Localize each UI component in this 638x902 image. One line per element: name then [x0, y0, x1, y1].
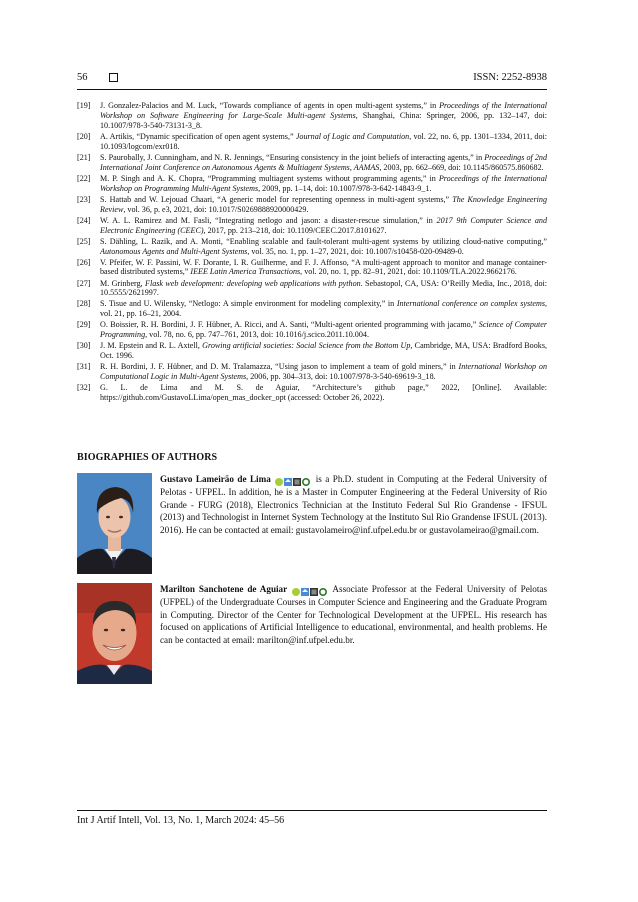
- reference-authors-title: R. H. Bordini, J. F. Hübner, and D. M. Tralamazza, “Using jason to implement a team of gold miners,” in: [100, 362, 459, 372]
- reference-number: [22]: [77, 173, 91, 183]
- reference-details: , 2009, pp. 1–14, doi: 10.1007/978-3-642-14843-9_1.: [258, 183, 432, 193]
- reference-item: [77, 101, 547, 131]
- header-rule: [77, 89, 547, 90]
- page-header: [77, 72, 547, 88]
- reference-details: , vol. 78, no. 6, pp. 747–761, 2013, doi: 10.1016/j.scico.2011.10.004.: [145, 330, 369, 340]
- reference-item: [77, 341, 547, 361]
- reference-text: [100, 279, 547, 298]
- profile-icons-1: [275, 474, 311, 486]
- reference-text: [100, 174, 547, 193]
- profile-icons-2: [292, 584, 328, 596]
- publons-icon[interactable]: [319, 587, 327, 595]
- reference-item: [77, 132, 547, 152]
- reference-item: [77, 258, 547, 278]
- section-heading: BIOGRAPHIES OF AUTHORS: [77, 452, 218, 463]
- reference-venue: Proceedings of the International Workshop on Programming Multi-Agent Systems: [100, 173, 547, 193]
- reference-venue: IEEE Latin America Transactions: [190, 267, 301, 277]
- reference-text: [100, 132, 547, 151]
- reference-text: [100, 195, 547, 214]
- reference-text: [100, 237, 547, 256]
- reference-details: . Sebastopol, CA, USA: O’Reilly Media, Inc., 2018, doi: 10.5555/2621997.: [100, 278, 547, 298]
- reference-authors-title: A. Artikis, “Dynamic specification of open agent systems,”: [100, 131, 296, 141]
- reference-number: [23]: [77, 194, 91, 204]
- reference-venue: Autonomous Agents and Multi-Agent Systems: [100, 246, 248, 256]
- reference-item: [77, 174, 547, 194]
- author-bio-text-2: [160, 583, 547, 646]
- reference-number: [27]: [77, 278, 91, 288]
- reference-number: [32]: [77, 383, 91, 393]
- reference-text: [100, 383, 547, 402]
- author-photo-2: [77, 583, 152, 684]
- publons-icon[interactable]: [302, 477, 310, 485]
- reference-details: , vol. 21, pp. 16–21, 2004.: [100, 299, 547, 319]
- reference-number: [20]: [77, 131, 91, 141]
- reference-item: [77, 383, 547, 403]
- reference-number: [30]: [77, 341, 91, 351]
- reference-venue: International conference on complex systems: [396, 299, 545, 309]
- reference-text: [100, 258, 547, 277]
- orcid-icon[interactable]: [292, 587, 300, 595]
- reference-text: [100, 362, 547, 381]
- reference-text: [100, 299, 547, 318]
- reference-details: , vol. 22, no. 6, pp. 1301–1334, 2011, doi: 10.1093/logcom/exr018.: [100, 131, 547, 151]
- reference-authors-title: S. Hattab and W. Lejouad Chaari, “A generic model for representing openness in multi-agent systems,”: [100, 194, 453, 204]
- reference-text: [100, 101, 547, 130]
- author-photo-1: [77, 473, 152, 574]
- reference-number: [19]: [77, 101, 91, 110]
- reference-details: , vol. 35, no. 1, pp. 1–27, 2021, doi: 10.1007/s10458-020-09489-0.: [247, 246, 464, 256]
- author-name-1: Gustavo Lameirão de Lima: [160, 474, 271, 484]
- reference-number: [28]: [77, 299, 91, 309]
- reference-venue: Science of Computer Programming: [100, 320, 547, 340]
- page-number: 56: [77, 72, 88, 83]
- reference-item: [77, 279, 547, 299]
- reference-number: [29]: [77, 320, 91, 330]
- reference-venue: The Knowledge Engineering Review: [100, 194, 547, 214]
- issn: ISSN: 2252-8938: [473, 72, 547, 83]
- reference-number: [25]: [77, 236, 91, 246]
- reference-text: [100, 341, 547, 360]
- reference-authors-title: G. L. de Lima and M. S. de Aguiar, “Architecture’s github page,” 2022, [Online]. Available: https://github.com/GustavoLLima/open_mas_docker_opt (accessed: October 26, 2022).: [100, 383, 547, 403]
- reference-details: , Cambridge, MA, USA: Bradford Books, Oct. 1996.: [100, 341, 547, 361]
- reference-text: [100, 153, 547, 172]
- page-footer: Int J Artif Intell, Vol. 13, No. 1, March 2024: 45–56: [77, 815, 285, 826]
- google-scholar-icon[interactable]: [301, 587, 309, 595]
- author-name-2: Marilton Sanchotene de Aguiar: [160, 584, 288, 594]
- author-bio-body-1: is a Ph.D. student in Computing at the Federal University of Pelotas - UFPEL. In addition, he is a Master in Computer Engineering at the Federal University of Rio Grande - FURG (2018), Electronics Technician at the Instituto Federal Sul Rio Grandense - IFSUL (2013) and Technologist in Internet System Technology at the Instituto Sul Rio Grandense IFSUL (2013). 2016). He can be contacted at email: gustavolameiro@inf.ufpel.edu.br or gustavolameirao@gmail.com.: [160, 474, 548, 535]
- checkbox-square-icon: [109, 73, 118, 82]
- reference-venue: International Workshop on Computational Logic in Multi-Agent Systems: [100, 362, 547, 382]
- reference-venue: Journal of Logic and Computation: [295, 131, 410, 141]
- reference-item: [77, 237, 547, 257]
- author-bio-text-1: [160, 473, 547, 536]
- reference-venue: Proceedings of 2nd International Joint Conference on Autonomous Agents & Multiagent Systems, AAMAS: [100, 152, 547, 172]
- scopus-icon[interactable]: [310, 587, 318, 595]
- reference-authors-title: W. A. L. Ramirez and M. Fasli, “Integrating netlogo and jason: a disaster-rescue simulation,” in: [100, 215, 437, 225]
- reference-number: [26]: [77, 257, 91, 267]
- reference-authors-title: S. Paurobally, J. Cunningham, and N. R. Jennings, “Ensuring consistency in the joint beliefs of interacting agents,” in: [100, 152, 485, 162]
- reference-item: [77, 362, 547, 382]
- scopus-icon[interactable]: [293, 477, 301, 485]
- reference-list: [77, 101, 547, 404]
- reference-details: , 2006, pp. 304–313, doi: 10.1007/978-3-540-69619-3_18.: [246, 372, 436, 382]
- reference-authors-title: J. Gonzalez-Palacios and M. Luck, “Towards compliance of agents in open multi-agent systems,” in: [100, 101, 440, 110]
- author-bio-body-2: Associate Professor at the Federal University of Pelotas (UFPEL) of the Undergraduate Courses in Computer Science and Engineering and the Graduate Program in Computing. Director of the Center for Technological Development at the UFPEL. His research has focused on applications of Artificial Intelligence to educational, environmental, and health problems. He can be contacted at email: marilton@inf.ufpel.edu.br.: [160, 584, 547, 645]
- reference-number: [31]: [77, 362, 91, 372]
- reference-venue: Flask web development: developing web applications with python: [145, 278, 361, 288]
- reference-details: , vol. 36, p. e3, 2021, doi: 10.1017/S0269888920000429.: [123, 204, 309, 214]
- reference-item: [77, 195, 547, 215]
- reference-details: , vol. 20, no. 1, pp. 82–91, 2021, doi: 10.1109/TLA.2022.9662176.: [300, 267, 517, 277]
- reference-authors-title: M. Grinberg,: [100, 278, 146, 288]
- reference-number: [21]: [77, 152, 91, 162]
- reference-authors-title: O. Boissier, R. H. Bordini, J. F. Hübner, A. Ricci, and A. Santi, “Multi-agent oriented programming with jacamo,”: [100, 320, 479, 330]
- reference-venue: 2017 9th Computer Science and Electronic Engineering (CEEC): [100, 215, 547, 235]
- reference-authors-title: V. Pfeifer, W. F. Passini, W. F. Dorante, I. R. Guilherme, and F. J. Affonso, “A multi-agent approach to monitor and manage container-based distributed systems,”: [100, 257, 547, 277]
- reference-venue: Growing artificial societies: Social Science from the Bottom Up: [202, 341, 411, 351]
- reference-number: [24]: [77, 215, 91, 225]
- reference-authors-title: J. M. Epstein and R. L. Axtell,: [100, 341, 203, 351]
- reference-details: , 2017, pp. 213–218, doi: 10.1109/CEEC.2017.8101627.: [203, 225, 387, 235]
- reference-text: [100, 320, 547, 339]
- reference-authors-title: M. P. Singh and A. K. Chopra, “Programming multiagent systems without programming agents,” in: [100, 173, 439, 183]
- reference-authors-title: S. Tisue and U. Wilensky, “Netlogo: A simple environment for modeling complexity,” in: [100, 299, 397, 309]
- google-scholar-icon[interactable]: [284, 477, 292, 485]
- reference-details: , Shanghai, China: Springer, 2006, pp. 132–147, doi: 10.1007/978-3-540-73131-3_8.: [100, 110, 547, 130]
- orcid-icon[interactable]: [275, 477, 283, 485]
- reference-details: , 2003, pp. 662–669, doi: 10.1145/860575.860682.: [379, 162, 544, 172]
- footer-rule: [77, 810, 547, 811]
- reference-text: [100, 216, 547, 235]
- reference-authors-title: S. Dähling, L. Razik, and A. Monti, “Enabling scalable and fault-tolerant multi-agent systems by utilizing cloud-native computing,”: [100, 236, 547, 246]
- reference-item: [77, 299, 547, 319]
- reference-item: [77, 216, 547, 236]
- reference-item: [77, 320, 547, 340]
- reference-venue: Proceedings of the International Workshop on Software Engineering for Large-Scale Multi-agent Systems: [100, 101, 547, 120]
- reference-item: [77, 153, 547, 173]
